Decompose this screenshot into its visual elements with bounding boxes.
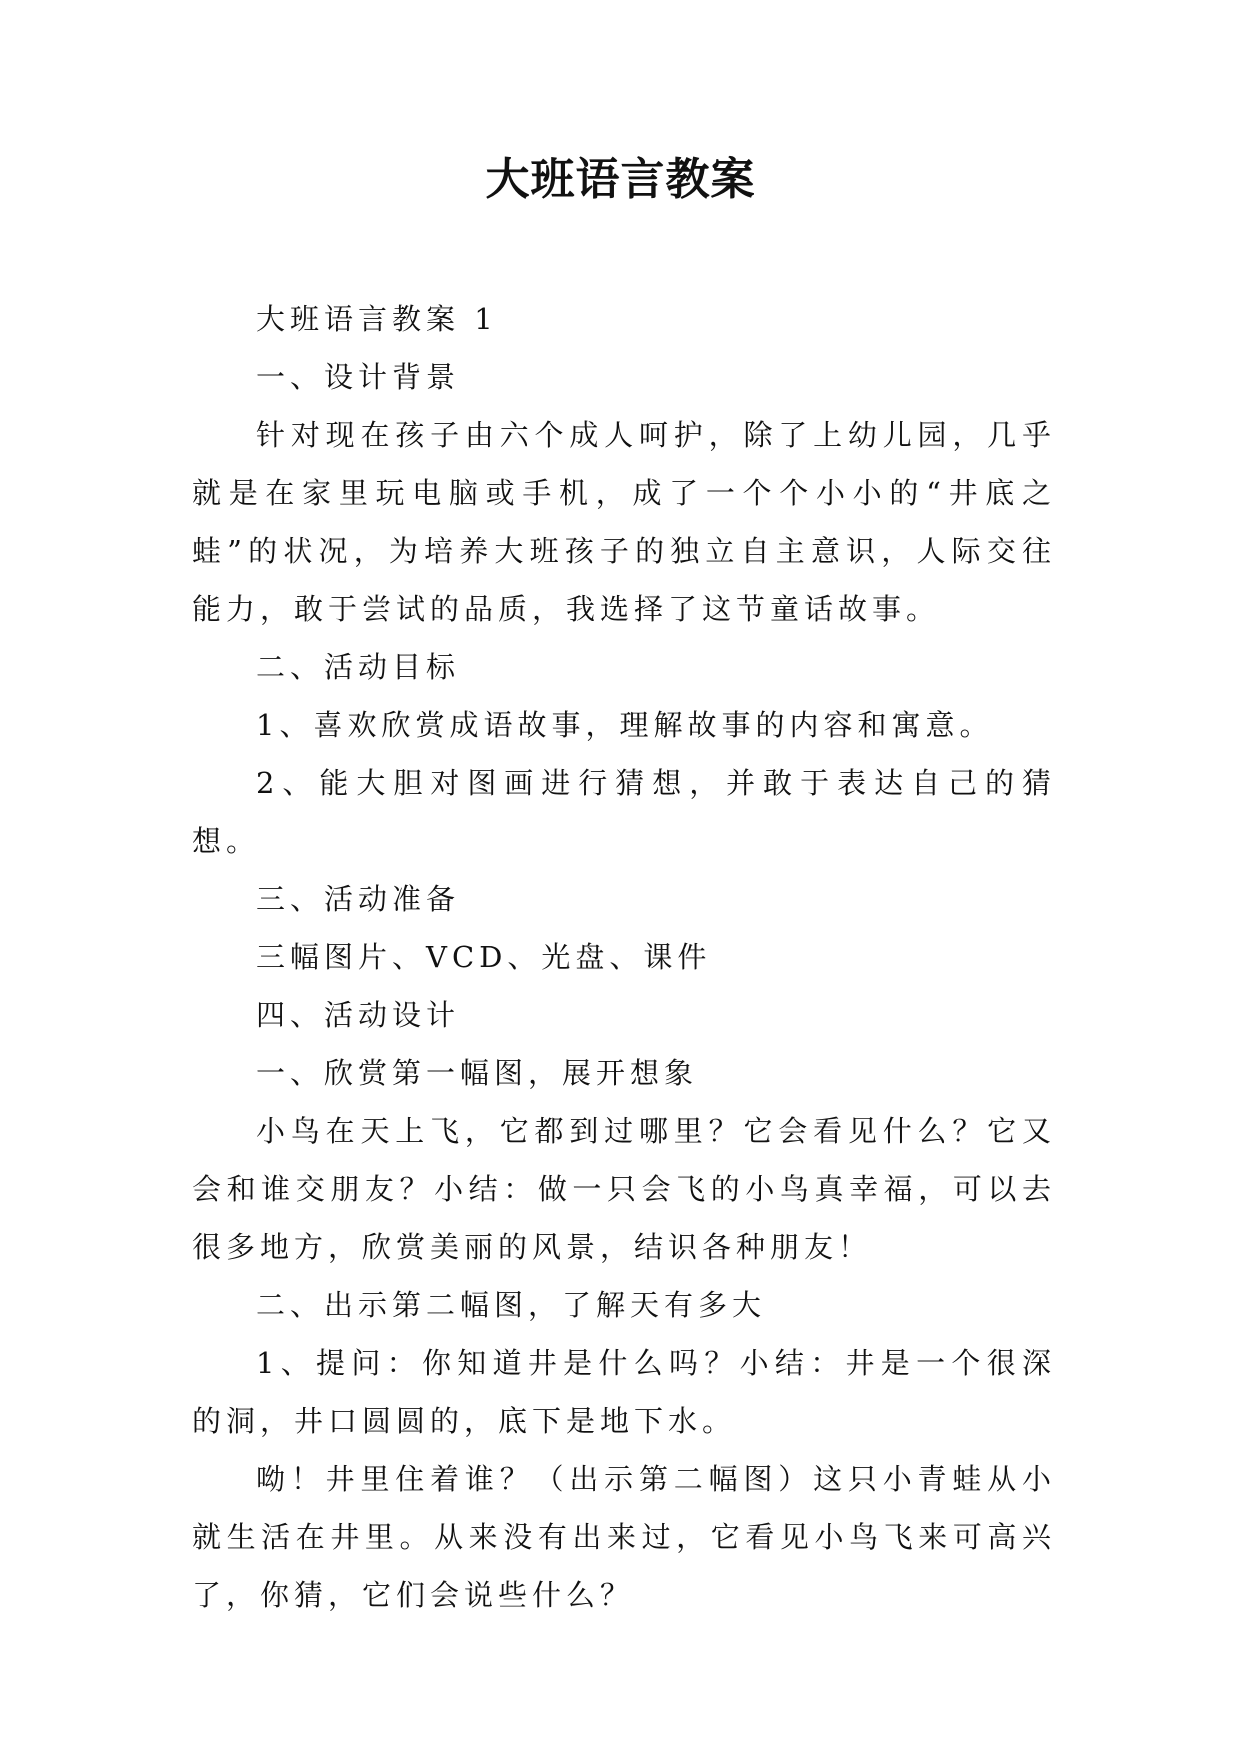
paragraph-step-2-frog: 呦！井里住着谁？（出示第二幅图）这只小青蛙从小就生活在井里。从来没有出来过，它看见小鸟飞来可高兴了，你猜，它们会说些什么？ — [192, 1462, 1056, 1612]
section-heading-activity-preparation: 三、活动准备 — [256, 882, 461, 916]
step-heading-1: 一、欣赏第一幅图，展开想象 — [256, 1056, 699, 1090]
section-heading-activity-goals: 二、活动目标 — [256, 650, 461, 684]
step-heading-2: 二、出示第二幅图，了解天有多大 — [256, 1288, 767, 1322]
document-title: 大班语言教案 — [485, 154, 756, 205]
section-heading-design-background: 一、设计背景 — [256, 360, 461, 394]
section-heading-activity-design: 四、活动设计 — [256, 998, 461, 1032]
lesson-heading: 大班语言教案 1 — [256, 302, 498, 336]
goal-item-2: 2、能大胆对图画进行猜想，并敢于表达自己的猜想。 — [192, 766, 1056, 858]
document-body — [192, 290, 1056, 1624]
paragraph-step-2-question: 1、提问：你知道井是什么吗？小结：井是一个很深的洞，井口圆圆的，底下是地下水。 — [192, 1346, 1056, 1438]
goal-item-1: 1、喜欢欣赏成语故事，理解故事的内容和寓意。 — [256, 708, 994, 742]
paragraph-preparation-materials: 三幅图片、VCD、光盘、课件 — [256, 940, 712, 974]
paragraph-step-1: 小鸟在天上飞，它都到过哪里？它会看见什么？它又会和谁交朋友？小结：做一只会飞的小鸟真幸福，可以去很多地方，欣赏美丽的风景，结识各种朋友！ — [192, 1114, 1056, 1264]
paragraph-design-background: 针对现在孩子由六个成人呵护，除了上幼儿园，几乎就是在家里玩电脑或手机，成了一个个小小的“井底之蛙”的状况，为培养大班孩子的独立自主意识，人际交往能力，敢于尝试的品质，我选择了这节童话故事。 — [192, 418, 1056, 626]
